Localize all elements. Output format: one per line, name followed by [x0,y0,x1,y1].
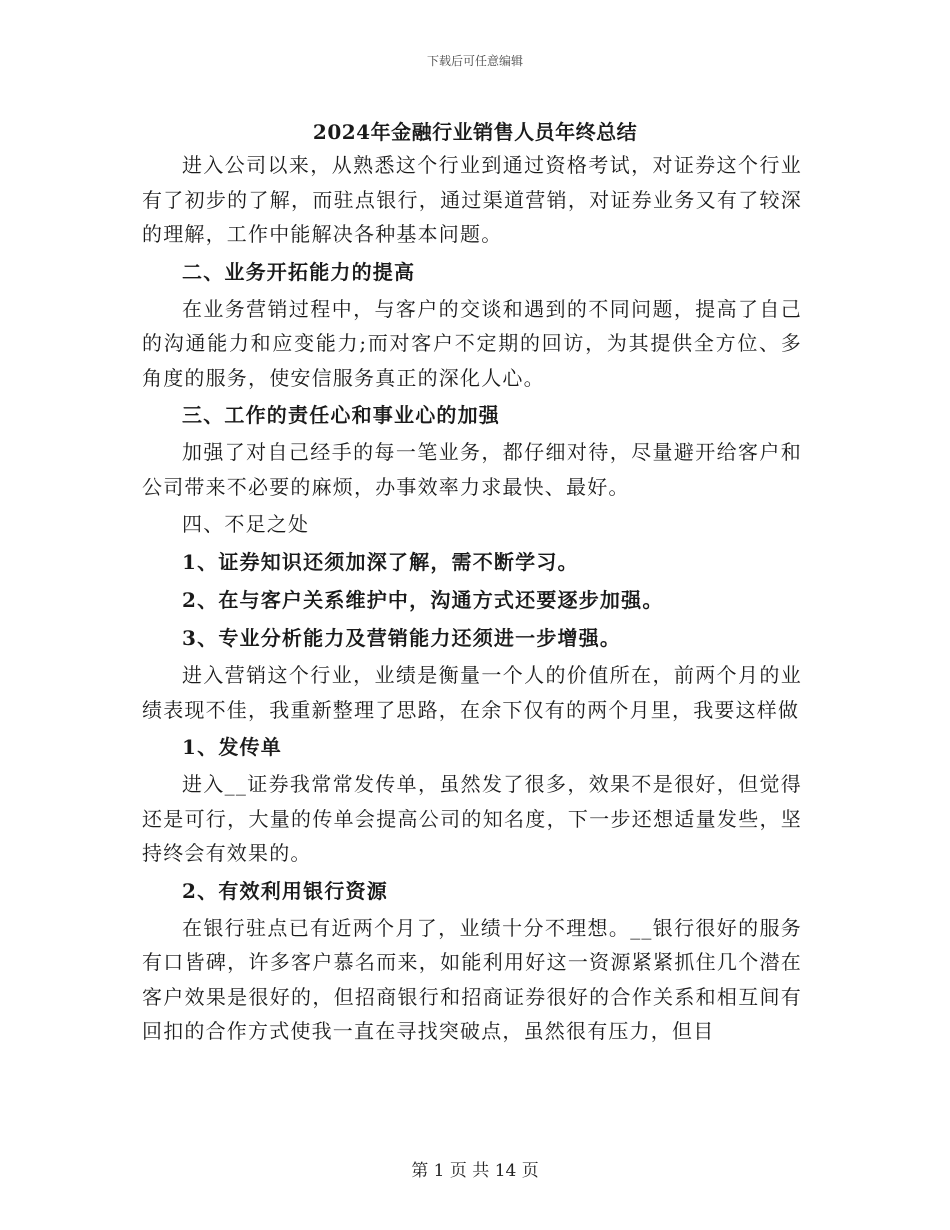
shortcoming-item-1: 1、证券知识还须加深了解，需不断学习。 [182,550,579,574]
section-heading-2: 二、业务开拓能力的提高 [182,259,416,284]
page-footer: 第 1 页 共 14 页 [411,1161,539,1181]
plan-heading-1: 1、发传单 [182,735,282,759]
paragraph-business: 在业务营销过程中，与客户的交谈和遇到的不同问题，提高了自己的沟通能力和应变能力;而对客户不定期的回访，为其提供全方位、多角度的服务，使安信服务真正的深化人心。 [142,296,802,390]
section-heading-3: 三、工作的责任心和事业心的加强 [182,403,500,427]
document-body [142,148,802,1049]
paragraph-intro: 进入公司以来，从熟悉这个行业到通过资格考试，对证券这个行业有了初步的了解，而驻点银行，通过渠道营销，对证券业务又有了较深的理解，工作中能解决各种基本问题。 [142,153,802,246]
paragraph-responsibility: 加强了对自己经手的每一笔业务，都仔细对待，尽量避开给客户和公司带来不必要的麻烦，办事效率力求最快、最好。 [142,440,802,499]
page-header: 下载后可任意编辑 [426,54,523,68]
paragraph-plan-intro: 进入营销这个行业，业绩是衡量一个人的价值所在，前两个月的业绩表现不佳，我重新整理了思路，在余下仅有的两个月里，我要这样做 [142,663,802,722]
shortcoming-item-3: 3、专业分析能力及营销能力还须进一步增强。 [182,626,622,650]
plan-heading-2: 2、有效利用银行资源 [182,878,388,903]
section-heading-4: 四、不足之处 [182,512,310,536]
shortcoming-item-2: 2、在与客户关系维护中，沟通方式还要逐步加强。 [182,588,664,612]
paragraph-flyers: 进入__证券我常常发传单，虽然发了很多，效果不是很好，但觉得还是可行，大量的传单会提高公司的知名度，下一步还想适量发些，坚持终会有效果的。 [142,772,802,865]
document-title: 2024年金融行业销售人员年终总结 [312,120,638,144]
paragraph-bank-resources: 在银行驻点已有近两个月了，业绩十分不理想。__银行很好的服务有口皆碑，许多客户慕名而来，如能利用好这一资源紧紧抓住几个潜在客户效果是很好的，但招商银行和招商证券很好的合作关系和相互间有回扣的合作方式使我一直在寻找突破点，虽然很有压力，但目 [142,915,802,1043]
